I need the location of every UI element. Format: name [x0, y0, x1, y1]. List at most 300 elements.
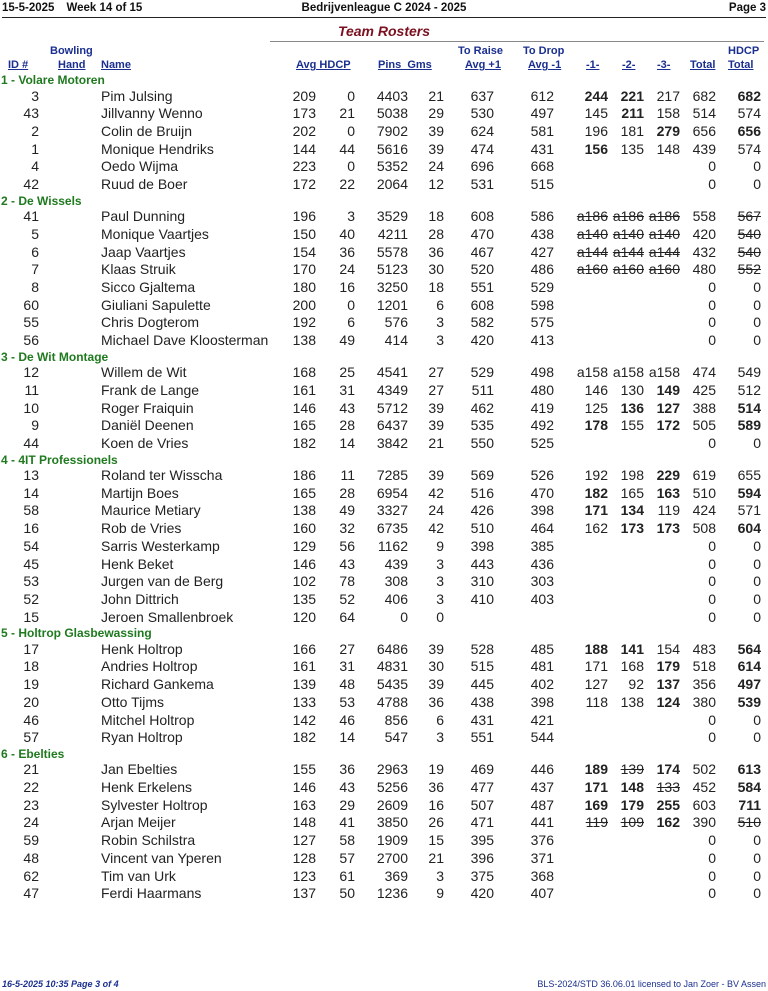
- to-raise: 551: [470, 729, 494, 746]
- game-3-score: a144: [648, 243, 680, 260]
- player-games: 3: [436, 314, 444, 331]
- hdcp-total: 497: [737, 676, 761, 693]
- to-drop: 376: [530, 832, 554, 849]
- game-2-score: 136: [620, 399, 644, 416]
- to-raise: 375: [470, 867, 494, 884]
- player-games: 21: [428, 87, 444, 104]
- to-raise: 550: [470, 434, 494, 451]
- to-drop: 486: [530, 261, 554, 278]
- player-pins: 0: [400, 608, 408, 625]
- game-3-score: 119: [657, 502, 680, 519]
- player-id: 10: [23, 399, 39, 416]
- player-pins: 5038: [376, 105, 408, 122]
- to-drop: 481: [530, 658, 554, 675]
- to-drop: 515: [530, 175, 554, 192]
- player-id: 43: [23, 105, 39, 122]
- player-name: Jan Ebelties: [101, 761, 178, 778]
- player-pins: 2963: [376, 761, 408, 778]
- to-drop: 398: [530, 502, 554, 519]
- player-id: 62: [23, 867, 39, 884]
- to-drop: 441: [530, 814, 554, 831]
- player-games: 3: [436, 729, 444, 746]
- to-raise: 477: [470, 779, 494, 796]
- to-raise: 608: [470, 208, 494, 225]
- player-row: [0, 712, 768, 730]
- series-total: 0: [708, 849, 716, 866]
- team-header: 5 - Holtrop Glasbewassing: [1, 626, 152, 641]
- player-games: 27: [428, 364, 444, 381]
- player-name: Daniël Deenen: [101, 417, 194, 434]
- player-hdcp: 29: [339, 796, 355, 813]
- player-games: 36: [428, 243, 444, 260]
- player-hdcp: 21: [339, 105, 355, 122]
- to-drop: 581: [530, 122, 554, 139]
- player-hdcp: 28: [339, 484, 355, 501]
- to-raise: 520: [470, 261, 494, 278]
- hdcp-total: 656: [737, 122, 761, 139]
- game-1-score: 127: [584, 676, 608, 693]
- game-2-score: 221: [620, 87, 644, 104]
- player-games: 9: [436, 885, 444, 902]
- col-name: Name: [101, 59, 131, 71]
- player-games: 6: [436, 711, 444, 728]
- game-2-score: 134: [620, 502, 644, 519]
- game-3-score: 172: [656, 417, 680, 434]
- to-drop: 402: [530, 676, 554, 693]
- player-hdcp: 27: [339, 640, 355, 657]
- player-games: 3: [436, 573, 444, 590]
- to-drop: 470: [530, 484, 554, 501]
- player-games: 30: [428, 261, 444, 278]
- player-avg: 161: [292, 658, 316, 675]
- hdcp-total: 574: [737, 105, 761, 122]
- to-drop: 403: [530, 590, 554, 607]
- col-avg-hdcp: Avg HDCP: [296, 59, 351, 71]
- player-id: 21: [23, 761, 39, 778]
- to-raise: 582: [470, 314, 494, 331]
- player-pins: 7285: [376, 467, 408, 484]
- series-total: 0: [708, 711, 716, 728]
- hdcp-total: 0: [753, 314, 761, 331]
- player-hdcp: 49: [339, 502, 355, 519]
- roster-table: [0, 73, 768, 903]
- hdcp-total: 539: [737, 693, 761, 710]
- player-id: 44: [23, 434, 39, 451]
- game-1-score: 156: [584, 140, 608, 157]
- player-avg: 182: [292, 434, 316, 451]
- hdcp-total: 574: [737, 140, 761, 157]
- player-id: 1: [31, 140, 39, 157]
- player-avg: 196: [292, 208, 316, 225]
- player-avg: 209: [292, 87, 316, 104]
- player-row: [0, 676, 768, 694]
- game-1-score: 182: [584, 484, 608, 501]
- game-1-score: 188: [584, 640, 608, 657]
- column-headers: [0, 45, 768, 73]
- to-drop: 421: [530, 711, 554, 728]
- to-drop: 668: [530, 158, 554, 175]
- player-hdcp: 64: [339, 608, 355, 625]
- to-drop: 398: [530, 693, 554, 710]
- hdcp-total: 614: [737, 658, 761, 675]
- player-hdcp: 31: [339, 381, 355, 398]
- player-games: 39: [428, 640, 444, 657]
- to-raise: 637: [470, 87, 494, 104]
- title-divider: [270, 41, 764, 42]
- to-drop: 492: [530, 417, 554, 434]
- player-row: [0, 591, 768, 609]
- player-hdcp: 57: [339, 849, 355, 866]
- hdcp-total: 589: [737, 417, 761, 434]
- to-raise: 395: [470, 832, 494, 849]
- col-game-2: -2-: [622, 59, 636, 71]
- player-hdcp: 44: [339, 140, 355, 157]
- game-1-score: 196: [584, 122, 608, 139]
- player-id: 42: [23, 175, 39, 192]
- col-id: ID #: [8, 59, 29, 71]
- game-3-score: a186: [648, 208, 680, 225]
- player-row: [0, 779, 768, 797]
- player-games: 21: [428, 849, 444, 866]
- series-total: 0: [708, 867, 716, 884]
- player-row: [0, 502, 768, 520]
- player-pins: 6437: [376, 417, 408, 434]
- player-id: 2: [31, 122, 39, 139]
- col-bowling: Bowling: [50, 45, 93, 57]
- player-id: 16: [23, 520, 39, 537]
- col-hdcp-total-sub: Total: [728, 59, 754, 71]
- game-3-score: 279: [656, 122, 680, 139]
- game-2-score: 135: [620, 140, 644, 157]
- series-total: 356: [692, 676, 716, 693]
- player-row: [0, 88, 768, 106]
- series-total: 505: [692, 417, 716, 434]
- player-games: 39: [428, 122, 444, 139]
- player-row: [0, 208, 768, 226]
- to-raise: 510: [470, 520, 494, 537]
- hdcp-total: 540: [737, 225, 761, 242]
- player-games: 3: [436, 331, 444, 348]
- player-name: Richard Gankema: [101, 676, 214, 693]
- player-id: 48: [23, 849, 39, 866]
- player-name: Sarris Westerkamp: [101, 537, 220, 554]
- player-id: 8: [31, 278, 39, 295]
- player-pins: 1909: [376, 832, 408, 849]
- player-pins: 5616: [376, 140, 408, 157]
- player-name: Sylvester Holtrop: [101, 796, 208, 813]
- col-to-drop: To Drop: [523, 45, 565, 57]
- player-id: 41: [23, 208, 39, 225]
- series-total: 424: [692, 502, 716, 519]
- series-total: 390: [692, 814, 716, 831]
- to-drop: 464: [530, 520, 554, 537]
- player-row: [0, 105, 768, 123]
- game-2-score: a144: [612, 243, 644, 260]
- game-3-score: 162: [656, 814, 680, 831]
- series-total: 518: [692, 658, 716, 675]
- player-id: 13: [23, 467, 39, 484]
- hdcp-total: 514: [737, 399, 761, 416]
- player-pins: 6954: [376, 484, 408, 501]
- player-row: [0, 694, 768, 712]
- to-drop: 612: [530, 87, 554, 104]
- col-hand: Hand: [58, 59, 86, 71]
- game-2-score: 155: [620, 417, 644, 434]
- player-games: 28: [428, 225, 444, 242]
- to-raise: 467: [470, 243, 494, 260]
- to-raise: 569: [470, 467, 494, 484]
- player-avg: 123: [292, 867, 316, 884]
- player-row: [0, 868, 768, 886]
- game-3-score: a160: [648, 261, 680, 278]
- hdcp-total: 594: [737, 484, 761, 501]
- game-3-score: 217: [656, 87, 680, 104]
- col-total: Total: [690, 59, 716, 71]
- to-raise: 516: [470, 484, 494, 501]
- to-raise: 420: [470, 331, 494, 348]
- hdcp-total: 0: [753, 849, 761, 866]
- player-row: [0, 400, 768, 418]
- player-hdcp: 48: [339, 676, 355, 693]
- player-row: [0, 141, 768, 159]
- hdcp-total: 682: [737, 87, 761, 104]
- player-hdcp: 61: [339, 867, 355, 884]
- player-name: Henk Holtrop: [101, 640, 183, 657]
- player-avg: 148: [292, 814, 316, 831]
- series-total: 502: [692, 761, 716, 778]
- player-games: 0: [436, 608, 444, 625]
- game-1-score: 171: [584, 779, 608, 796]
- to-raise: 511: [471, 381, 494, 398]
- player-hdcp: 43: [339, 779, 355, 796]
- player-name: Paul Dunning: [101, 208, 186, 225]
- hdcp-total: 0: [753, 711, 761, 728]
- to-drop: 575: [530, 314, 554, 331]
- hdcp-total: 552: [737, 261, 761, 278]
- game-1-score: a186: [576, 208, 608, 225]
- player-hdcp: 31: [339, 658, 355, 675]
- to-drop: 419: [530, 399, 554, 416]
- footer-timestamp: 16-5-2025 10:35 Page 3 of 4: [2, 979, 119, 989]
- to-raise: 396: [470, 849, 494, 866]
- hdcp-total: 0: [753, 729, 761, 746]
- player-name: Henk Beket: [101, 555, 174, 572]
- col-to-raise-sub: Avg +1: [465, 59, 501, 71]
- series-total: 0: [708, 331, 716, 348]
- player-name: Giuliani Sapulette: [101, 296, 211, 313]
- week-label: Week 14 of 15: [66, 2, 143, 14]
- player-name: Sicco Gjaltema: [101, 278, 196, 295]
- to-drop: 586: [530, 208, 554, 225]
- player-id: 54: [23, 537, 39, 554]
- game-1-score: a158: [576, 364, 608, 381]
- hdcp-total: 0: [753, 278, 761, 295]
- game-2-score: 92: [628, 676, 644, 693]
- player-id: 60: [23, 296, 39, 313]
- player-name: Rob de Vries: [101, 520, 182, 537]
- game-3-score: 148: [656, 140, 680, 157]
- player-pins: 4349: [376, 381, 408, 398]
- to-drop: 303: [530, 573, 554, 590]
- player-row: [0, 538, 768, 556]
- player-pins: 3250: [376, 278, 408, 295]
- player-hdcp: 53: [339, 693, 355, 710]
- player-id: 18: [23, 658, 39, 675]
- player-row: [0, 520, 768, 538]
- to-drop: 544: [530, 729, 554, 746]
- player-pins: 3850: [376, 814, 408, 831]
- game-1-score: 244: [584, 87, 608, 104]
- player-name: Arjan Meijer: [101, 814, 176, 831]
- player-games: 29: [428, 105, 444, 122]
- player-pins: 3842: [376, 434, 408, 451]
- to-drop: 385: [530, 537, 554, 554]
- player-row: [0, 364, 768, 382]
- player-hdcp: 36: [339, 761, 355, 778]
- player-name: Martijn Boes: [101, 484, 179, 501]
- to-raise: 515: [470, 658, 494, 675]
- player-name: Henk Erkelens: [101, 779, 193, 796]
- hdcp-total: 0: [753, 331, 761, 348]
- player-pins: 414: [384, 331, 408, 348]
- player-id: 55: [23, 314, 39, 331]
- game-3-score: 255: [656, 796, 680, 813]
- hdcp-total: 540: [737, 243, 761, 260]
- player-pins: 439: [384, 555, 408, 572]
- player-pins: 4211: [377, 225, 408, 242]
- player-avg: 133: [292, 693, 316, 710]
- col-to-drop-sub: Avg -1: [528, 59, 562, 71]
- player-pins: 5123: [376, 261, 408, 278]
- player-name: Jillvanny Wenno: [101, 105, 203, 122]
- series-total: 656: [692, 122, 716, 139]
- player-avg: 146: [292, 555, 316, 572]
- player-games: 39: [428, 140, 444, 157]
- player-pins: 1201: [376, 296, 408, 313]
- game-3-score: 179: [656, 658, 680, 675]
- player-avg: 166: [292, 640, 316, 657]
- player-hdcp: 24: [339, 261, 355, 278]
- player-games: 42: [428, 484, 444, 501]
- player-id: 11: [24, 381, 39, 398]
- player-row: [0, 761, 768, 779]
- to-drop: 529: [530, 278, 554, 295]
- series-total: 432: [692, 243, 716, 260]
- player-hdcp: 22: [339, 175, 355, 192]
- player-hdcp: 49: [339, 331, 355, 348]
- player-id: 57: [23, 729, 39, 746]
- game-1-score: 125: [584, 399, 608, 416]
- player-hdcp: 11: [340, 467, 355, 484]
- player-id: 19: [23, 676, 39, 693]
- player-pins: 6735: [376, 520, 408, 537]
- game-3-score: 174: [656, 761, 680, 778]
- player-id: 46: [23, 711, 39, 728]
- player-pins: 406: [384, 590, 408, 607]
- to-drop: 438: [530, 225, 554, 242]
- player-name: Otto Tijms: [101, 693, 165, 710]
- to-raise: 474: [470, 140, 494, 157]
- player-row: [0, 123, 768, 141]
- game-2-score: a186: [612, 208, 644, 225]
- player-avg: 173: [292, 105, 316, 122]
- hdcp-total: 0: [753, 832, 761, 849]
- player-avg: 163: [292, 796, 316, 813]
- player-pins: 2700: [376, 849, 408, 866]
- to-raise: 535: [470, 417, 494, 434]
- player-row: [0, 382, 768, 400]
- to-drop: 368: [530, 867, 554, 884]
- player-pins: 2064: [376, 175, 408, 192]
- player-hdcp: 36: [339, 243, 355, 260]
- to-raise: 507: [470, 796, 494, 813]
- series-total: 0: [708, 175, 716, 192]
- hdcp-total: 0: [753, 608, 761, 625]
- player-games: 15: [428, 832, 444, 849]
- player-avg: 138: [292, 502, 316, 519]
- player-avg: 129: [292, 537, 316, 554]
- page-number: Page 3: [728, 2, 766, 14]
- series-total: 0: [708, 296, 716, 313]
- player-avg: 146: [292, 399, 316, 416]
- player-avg: 146: [292, 779, 316, 796]
- player-row: [0, 435, 768, 453]
- to-drop: 427: [530, 243, 554, 260]
- game-1-score: a160: [576, 261, 608, 278]
- player-games: 3: [436, 867, 444, 884]
- game-3-score: 173: [656, 520, 680, 537]
- player-avg: 120: [292, 608, 316, 625]
- to-drop: 407: [530, 885, 554, 902]
- to-drop: 446: [530, 761, 554, 778]
- player-id: 22: [23, 779, 39, 796]
- to-drop: 498: [530, 364, 554, 381]
- player-name: Andries Holtrop: [101, 658, 198, 675]
- game-2-score: 181: [620, 122, 644, 139]
- game-1-score: 162: [584, 520, 608, 537]
- player-pins: 5712: [376, 399, 408, 416]
- player-games: 27: [428, 381, 444, 398]
- player-row: [0, 176, 768, 194]
- to-drop: 487: [530, 796, 554, 813]
- series-total: 0: [708, 555, 716, 572]
- to-raise: 529: [470, 364, 494, 381]
- player-id: 7: [31, 261, 39, 278]
- game-2-score: 139: [620, 761, 644, 778]
- game-2-score: 109: [620, 814, 644, 831]
- game-2-score: 179: [620, 796, 644, 813]
- series-total: 483: [692, 640, 716, 657]
- game-2-score: a140: [612, 225, 644, 242]
- game-3-score: 158: [656, 105, 680, 122]
- player-name: Roland ter Wisscha: [101, 467, 223, 484]
- player-id: 24: [23, 814, 39, 831]
- player-pins: 7902: [376, 122, 408, 139]
- player-row: [0, 556, 768, 574]
- hdcp-total: 0: [753, 573, 761, 590]
- player-avg: 139: [292, 676, 316, 693]
- player-name: Mitchel Holtrop: [101, 711, 195, 728]
- game-1-score: 118: [585, 693, 608, 710]
- player-pins: 6486: [376, 640, 408, 657]
- hdcp-total: 512: [737, 381, 761, 398]
- player-avg: 165: [292, 484, 316, 501]
- player-name: Pim Julsing: [101, 87, 173, 104]
- game-2-score: 211: [621, 105, 644, 122]
- to-raise: 398: [470, 537, 494, 554]
- player-avg: 160: [292, 520, 316, 537]
- to-raise: 469: [470, 761, 494, 778]
